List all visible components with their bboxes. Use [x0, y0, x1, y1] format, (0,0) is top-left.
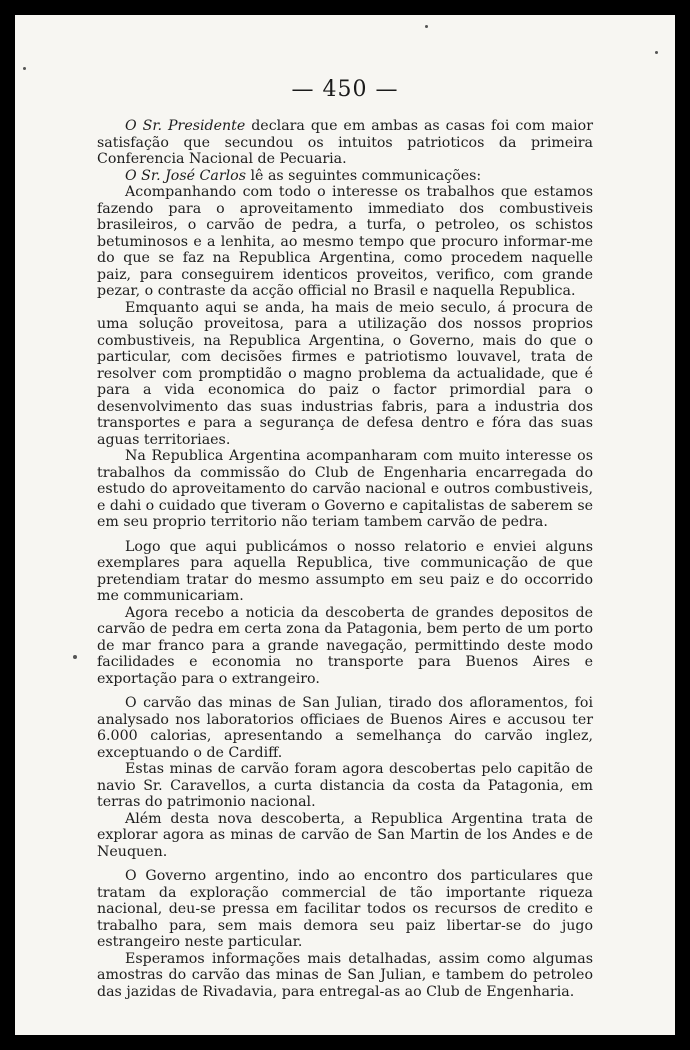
book-page: [15, 15, 675, 1035]
paragraph: [97, 761, 593, 811]
paper-speck: [23, 67, 26, 70]
paragraph-text: Além desta nova descoberta, a Republica Argentina trata de explorar agora as minas de carvão de San Martin de los Andes e de Neuquen.: [97, 810, 593, 860]
paragraph: [97, 605, 593, 688]
paragraph: [97, 868, 593, 951]
paragraph: [97, 695, 593, 761]
speaker-name: O Sr. Presidente: [125, 118, 246, 134]
paragraph: [97, 539, 593, 605]
speaker-name: O Sr. José Carlos: [125, 167, 246, 184]
paragraph-text: Agora recebo a noticia da descoberta de grandes depositos de carvão de pedra em certa zona da Patagonia, bem perto de um porto de mar franco para a grande navegação, permittindo deste modo facilidades e economia no transporte para Buenos Aires e exportação para o extrangeiro.: [97, 604, 593, 687]
paragraph-text: Logo que aqui publicámos o nosso relatorio e enviei alguns exemplares para aquella Republica, tive communicação de que pretendiam tratar do mesmo assumpto em seu paiz e do occorrido me communicariam.: [97, 538, 593, 604]
paragraph: [97, 168, 593, 185]
paragraph-text: Esperamos informações mais detalhadas, assim como algumas amostras do carvão das minas de San Julian, e tambem do petroleo das jazidas de Rivadavia, para entregal-as ao Club de Engenharia.: [97, 950, 593, 1000]
body-text: [97, 118, 593, 1000]
paragraph-text: declara que em ambas as casas foi com maior satisfação que secundou os intuitos patrioticos da primeira Conferencia Nacional de Pecuaria.: [97, 118, 593, 167]
paragraph-text: O carvão das minas de San Julian, tirado dos afloramentos, foi analysado nos laboratorios officiaes de Buenos Aires e accusou ter 6.000 calorias, apresentando a semelhança do carvão inglez, exceptuando o de Cardiff.: [97, 695, 593, 761]
paragraph-text: Na Republica Argentina acompanharam com muito interesse os trabalhos da commissão do Club de Engenharia encarregada do estudo do aproveitamento do carvão nacional e outros combustiveis, e dahi o cuidado que tiveram o Governo e capitalistas de saberem se em seu proprio territorio não teriam tambem carvão de pedra.: [97, 448, 593, 530]
paragraph: [97, 184, 593, 300]
paper-speck: [73, 655, 77, 659]
paper-speck: [655, 51, 658, 54]
paragraph: [97, 811, 593, 861]
paragraph-text: Emquanto aqui se anda, ha mais de meio seculo, á procura de uma solução proveitosa, para a utilização dos nossos proprios combustiveis, na Republica Argentina, o Governo, mais do que o particular, com decisões firmes e patriotismo louvavel, trata de resolver com promptidão o magno problema da actualidade, que é para a vida economica do paiz o factor primordial para o desenvolvimento das suas industrias fabris, para a industria dos transportes e para a segurança de defesa dentro e fóra das suas aguas territoriaes.: [97, 299, 593, 448]
paper-speck: [425, 25, 428, 28]
paragraph: [97, 448, 593, 531]
paragraph: [97, 951, 593, 1001]
paragraph-text: lê as seguintes communicações:: [245, 167, 482, 184]
paragraph: [97, 300, 593, 449]
paragraph-text: Estas minas de carvão foram agora descobertas pelo capitão de navio Sr. Caravellos, a curta distancia da costa da Patagonia, em terras do patrimonio nacional.: [97, 761, 593, 810]
paragraph-text: Acompanhando com todo o interesse os trabalhos que estamos fazendo para o aproveitamento immediato dos combustiveis brasileiros, o carvão de pedra, a turfa, o petroleo, os schistos betuminosos e a lenhita, ao mesmo tempo que procuro informar-me do que se faz na Republica Argentina, como procedem naquelle paiz, para conseguirem identicos proveitos, verifico, com grande pezar, o contraste da acção official no Brasil e naquella Republica.: [97, 184, 593, 299]
paragraph: [97, 118, 593, 168]
page-number: — 450 —: [291, 77, 399, 102]
paragraph-text: O Governo argentino, indo ao encontro dos particulares que tratam da exploração commercial de tão importante riqueza nacional, deu-se pressa em facilitar todos os recursos de credito e trabalho para, sem mais demora seu paiz libertar-se do jugo estrangeiro neste particular.: [97, 868, 593, 950]
